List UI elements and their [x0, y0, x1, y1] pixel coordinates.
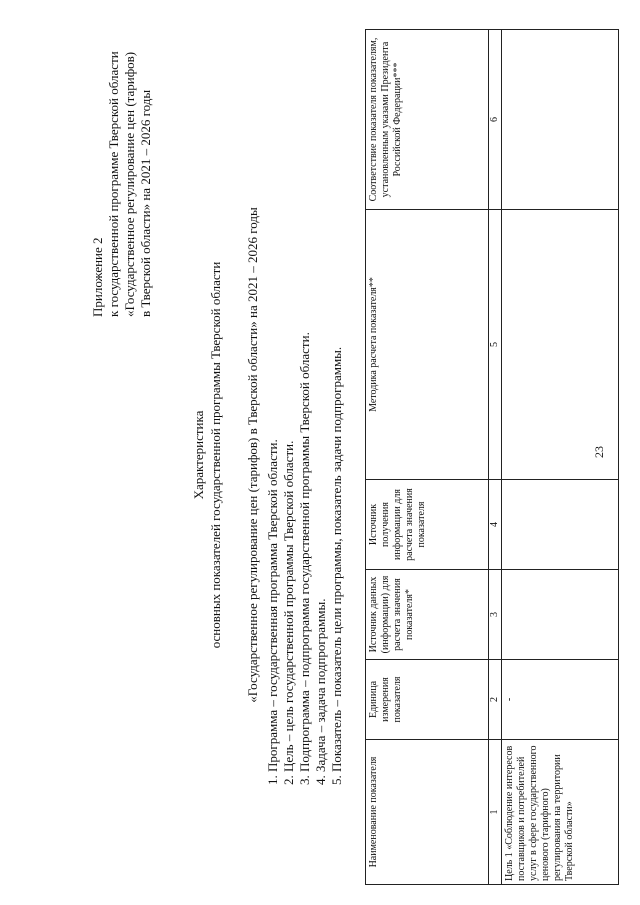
column-number-row	[489, 30, 502, 885]
table-row	[502, 30, 619, 885]
note-item: 4. Задача – задача подпрограммы.	[313, 598, 328, 785]
document-heading	[190, 155, 261, 755]
table-cell	[502, 210, 619, 480]
header-cell: Единица измерения показателя	[366, 660, 489, 740]
table-header-row	[366, 30, 489, 885]
unit-cell: -	[502, 660, 619, 740]
page-number: 23	[592, 446, 606, 458]
column-number: 2	[489, 660, 502, 740]
appendix-note	[90, 17, 154, 317]
abbreviation-notes	[265, 85, 345, 785]
table-cell	[502, 30, 619, 210]
column-number: 1	[489, 740, 502, 885]
header-cell: Источник данных (информации) для расчета значения показателя*	[366, 570, 489, 660]
goal-name-cell: Цель 1 «Соблюдение интересов поставщиков и потребителей услуг в сфере государственного ценового (тарифного) регулирования на территории Тверской области»	[502, 740, 619, 885]
note-item: 2. Цель – цель государственной программы Тверской области.	[281, 440, 296, 785]
column-number: 6	[489, 30, 502, 210]
heading-program-name: «Государственное регулирование цен (тарифов) в Тверской области» на 2021 – 2026 годы	[245, 207, 260, 703]
appendix-line: в Тверской области» на 2021 – 2026 годы	[138, 89, 153, 317]
header-cell: Соответствие показателя показателям, установленным указами Президента Российской Федерации***	[366, 30, 489, 210]
appendix-line: «Государственное регулирование цен (тарифов)	[122, 51, 137, 317]
table-cell	[502, 570, 619, 660]
note-item: 3. Подпрограмма – подпрограмма государственной программы Тверской области.	[297, 332, 312, 785]
column-number: 5	[489, 210, 502, 480]
note-item: 1. Программа – государственная программа Тверской области.	[265, 439, 280, 785]
header-cell: Источник получения информации для расчета значения показателя	[366, 480, 489, 570]
heading-title: Характеристика	[191, 410, 206, 500]
heading-subtitle: основных показателей государственной программы Тверской области	[208, 261, 223, 649]
note-item: 5. Показатель – показатель цели программы, показатель задачи подпрограммы.	[329, 346, 344, 785]
column-number: 4	[489, 480, 502, 570]
table-cell	[502, 480, 619, 570]
appendix-line: Приложение 2	[90, 237, 105, 317]
header-cell: Методика расчета показателя**	[366, 210, 489, 480]
indicators-table	[365, 29, 619, 885]
appendix-line: к государственной программе Тверской области	[106, 51, 121, 317]
header-cell: Наименование показателя	[366, 740, 489, 885]
column-number: 3	[489, 570, 502, 660]
